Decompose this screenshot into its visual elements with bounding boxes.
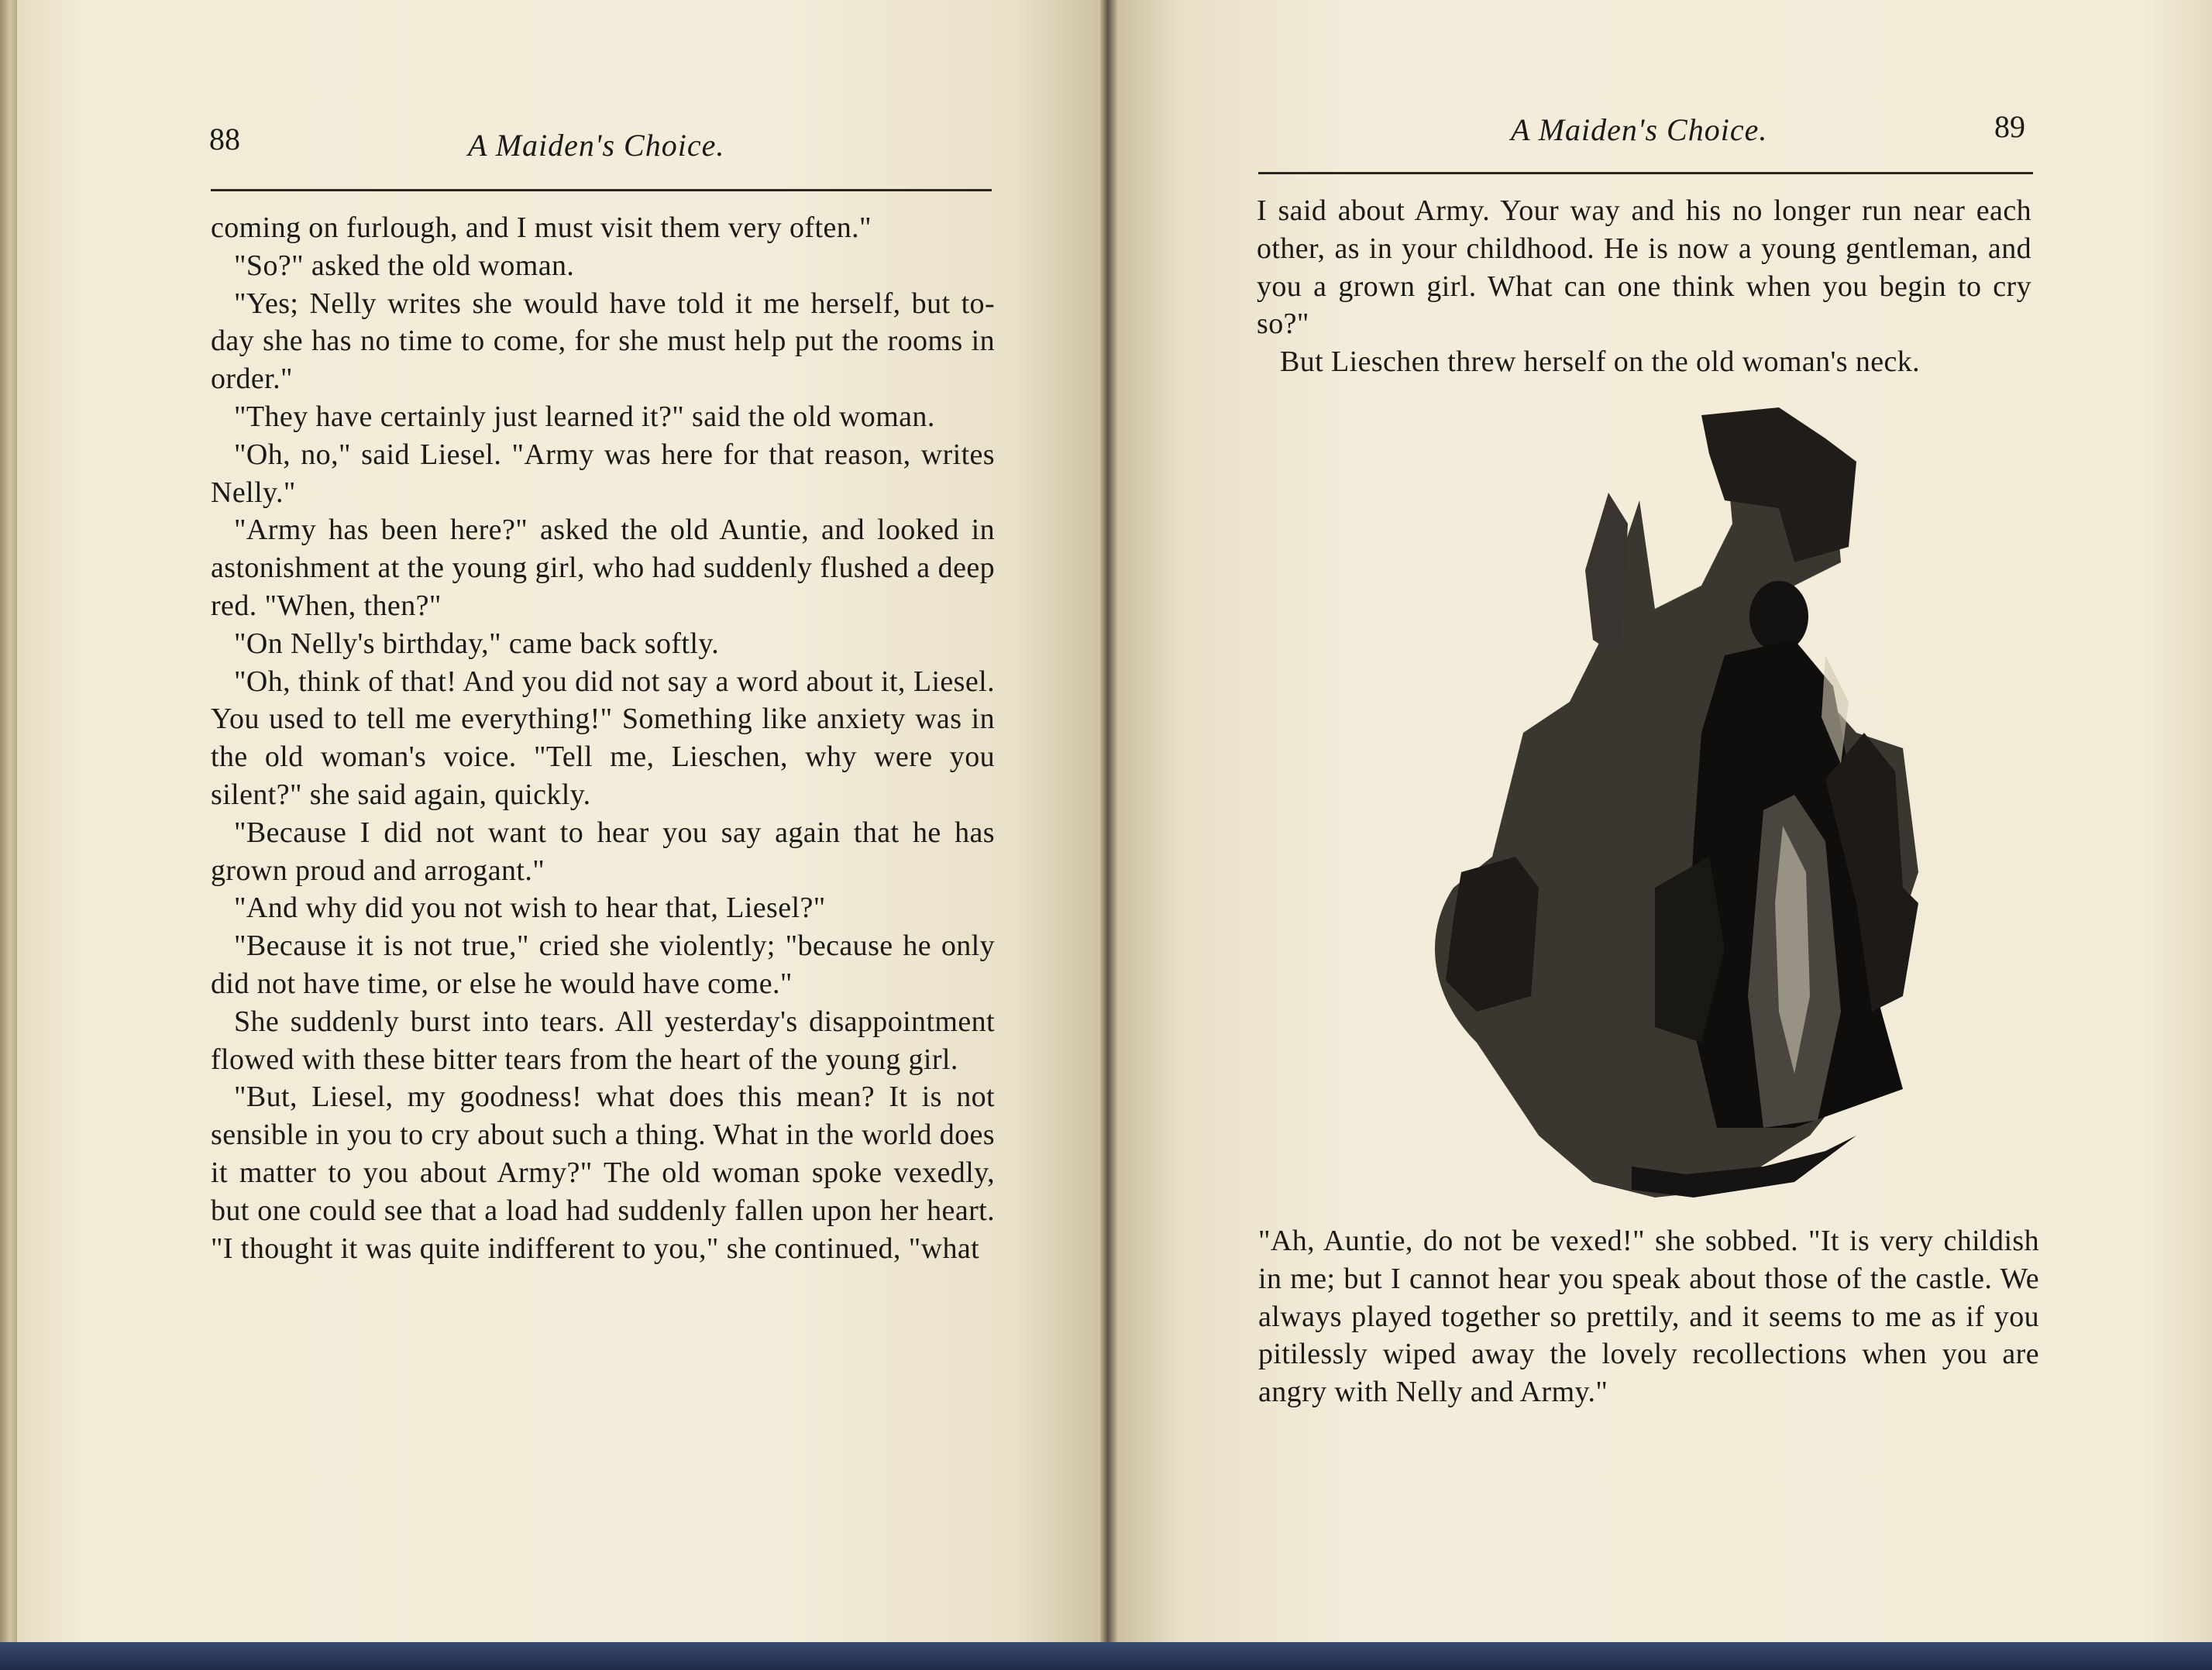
right-page-text-bottom	[1258, 1222, 2039, 1411]
running-title-right: A Maiden's Choice.	[1511, 112, 1768, 147]
engraving-two-women-embracing-icon	[1361, 407, 1918, 1213]
paragraph: "Because it is not true," cried she violently; "because he only did not have time, or else he would have come."	[211, 929, 995, 1000]
page-number-left: 88	[209, 122, 240, 156]
paragraph: I said about Army. Your way and his no longer run near each other, as in your childhood. He is now a young gentleman, and you a grown girl. What can one think when you begin to cry so?"	[1257, 194, 2031, 341]
paragraph: "They have certainly just learned it?" said the old woman.	[234, 400, 935, 433]
paragraph: "But, Liesel, my goodness! what does this mean? It is not sensible in you to cry about such a thing. What in the world does it matter to you about Army?" The old woman spoke vexedly, but one could see that a load had suddenly fallen upon her heart. "I thought it was quite indifferent to you," she continued, "what	[211, 1081, 995, 1265]
paragraph: coming on furlough, and I must visit them very often."	[211, 211, 872, 244]
paragraph: "Army has been here?" asked the old Auntie, and looked in astonishment at the young girl, who had suddenly flushed a deep red. "When, then?"	[211, 514, 995, 622]
header-rule-right	[1258, 172, 2033, 174]
cover-edge-left	[0, 0, 17, 1670]
header-rule-left	[211, 189, 992, 191]
cover-edge-bottom	[0, 1642, 2212, 1670]
paragraph: But Lieschen threw herself on the old woman's neck.	[1280, 345, 1921, 379]
running-title-left: A Maiden's Choice.	[468, 128, 725, 163]
illustration-svg	[1361, 407, 1918, 1213]
right-page-text-top	[1257, 192, 2031, 381]
paragraph: "And why did you not wish to hear that, Liesel?"	[234, 892, 826, 925]
paragraph: "Oh, no," said Liesel. "Army was here for that reason, writes Nelly."	[211, 438, 995, 509]
paragraph: "Oh, think of that! And you did not say a word about it, Liesel. You used to tell me everything!" Something like anxiety was in the old woman's voice. "Tell me, Lieschen, why were you silent?" she said again, quickly.	[211, 665, 995, 811]
book-gutter	[1100, 0, 1117, 1658]
page-number-right: 89	[1994, 109, 2025, 144]
left-page-text	[211, 209, 995, 1267]
left-page	[17, 0, 1105, 1648]
paragraph: "On Nelly's birthday," came back softly.	[234, 627, 720, 660]
paragraph: "Ah, Auntie, do not be vexed!" she sobbed. "It is very childish in me; but I cannot hear you speak about those of the castle. We always played together so prettily, and it seems to me as if you pitilessly wiped away the lovely recollections when you are angry with Nelly and Army."	[1258, 1225, 2039, 1409]
paragraph: "Because I did not want to hear you say again that he has grown proud and arrogant."	[211, 816, 995, 887]
right-page	[1113, 0, 2212, 1648]
paragraph: "So?" asked the old woman.	[234, 249, 575, 282]
paragraph: "Yes; Nelly writes she would have told it me herself, but to-day she has no time to come, for she must help put the rooms in order."	[211, 287, 995, 396]
paragraph: She suddenly burst into tears. All yesterday's disappointment flowed with these bitter tears from the heart of the young girl.	[211, 1005, 995, 1076]
